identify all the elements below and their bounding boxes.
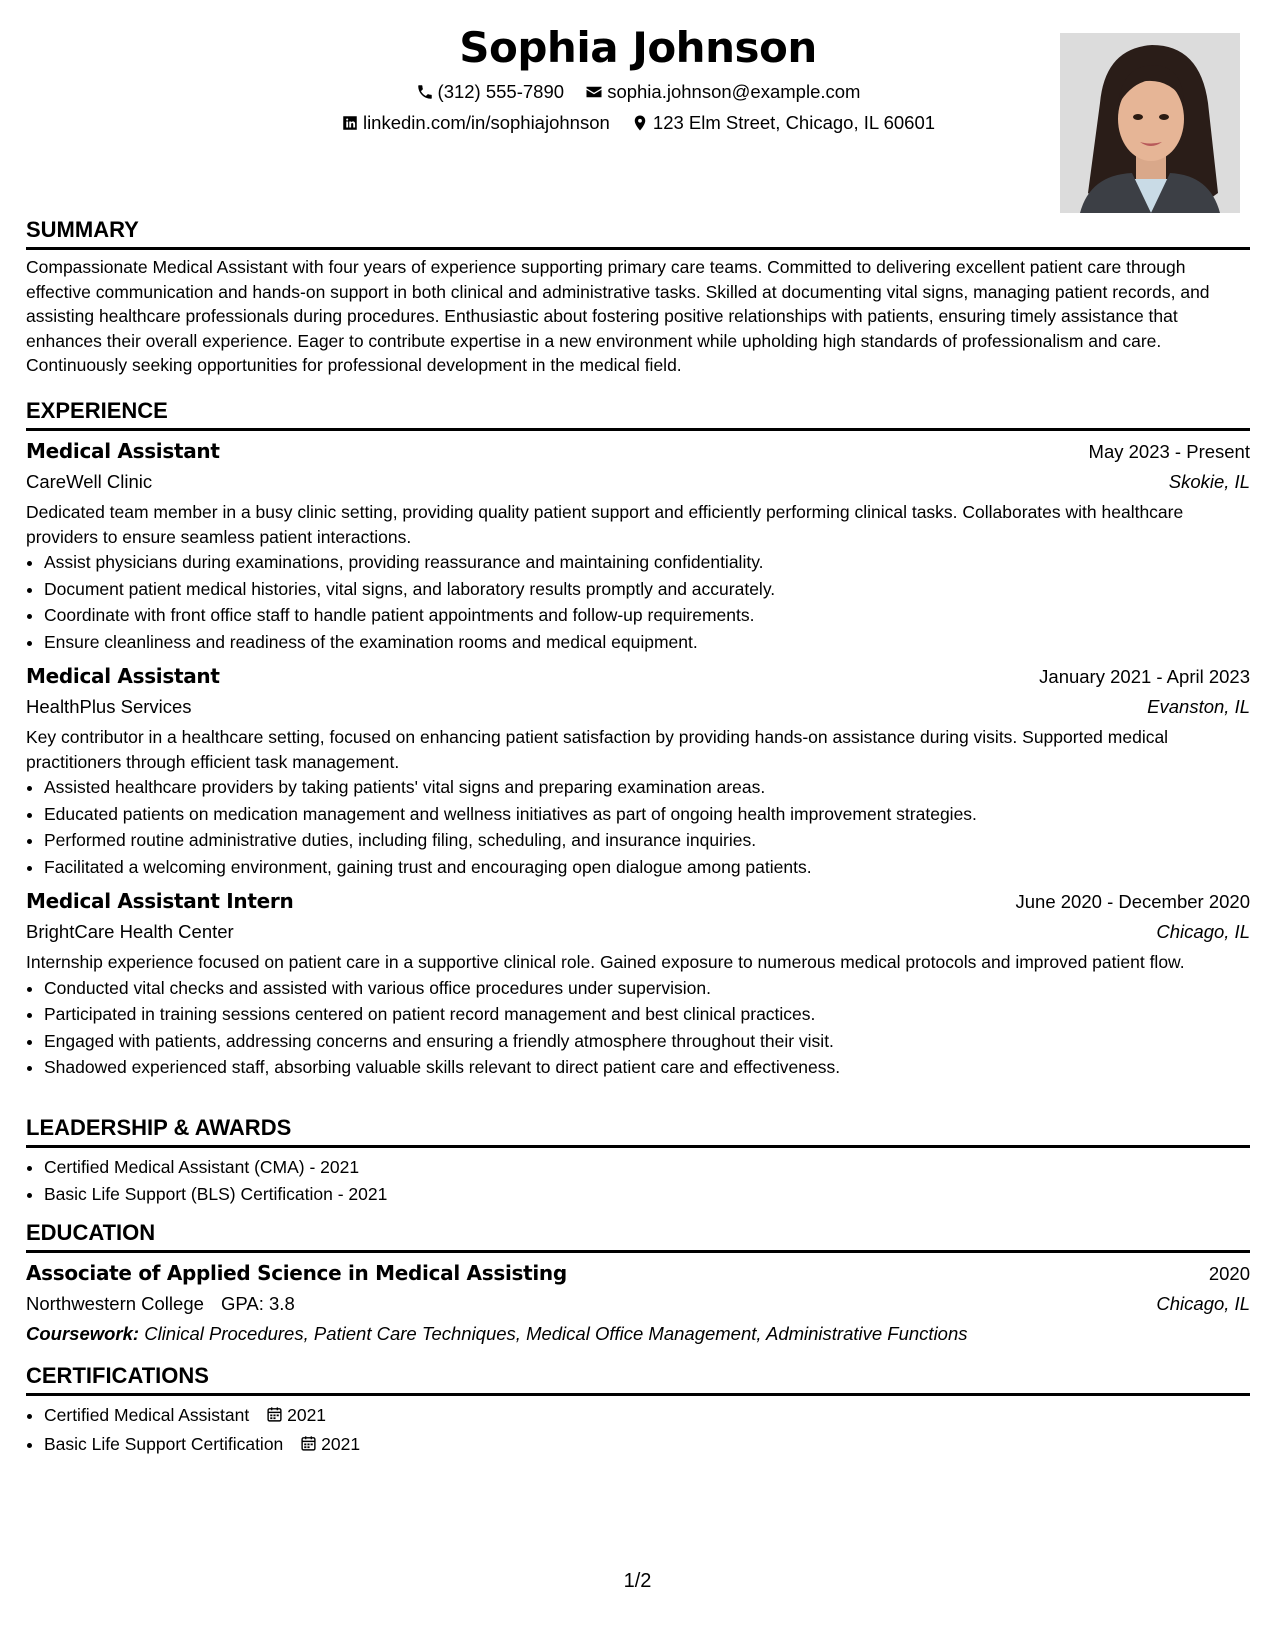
gpa: GPA: 3.8: [221, 1293, 295, 1314]
job-description: Dedicated team member in a busy clinic setting, providing quality patient support and efficiently performing clinical tasks. Collaborates with healthcare providers to ensure seamless patient interactions.: [26, 502, 1184, 547]
phone-text: (312) 555-7890: [437, 81, 565, 102]
list-item: • Performed routine administrative duties, including filing, scheduling, and insurance inquiries.: [44, 827, 1250, 854]
job-description: Key contributor in a healthcare setting, focused on enhancing patient satisfaction by providing hands-on assistance during visits. Supported medical practitioners through efficient task management.: [26, 727, 1169, 772]
job-header: [26, 886, 1250, 917]
graduation-year: 2020: [1208, 1263, 1250, 1284]
school-name: Northwestern College: [26, 1293, 204, 1314]
list-item: • Educated patients on medication management and wellness initiatives as part of ongoing health improvement strategies.: [44, 801, 1250, 828]
list-item: [44, 1431, 1250, 1460]
job-header: [26, 436, 1250, 467]
job-title: Medical Assistant Intern: [26, 889, 294, 913]
leadership-title: LEADERSHIP & AWARDS: [26, 1113, 1250, 1148]
job-header: [26, 661, 1250, 692]
resume-page: [26, 0, 1250, 1650]
school-info: [26, 1289, 295, 1319]
job-subheader: [26, 917, 1250, 947]
certification-year: 2021: [287, 1405, 327, 1425]
list-item: • Coordinate with front office staff to handle patient appointments and follow-up requirements.: [44, 602, 1250, 629]
list-item: • Basic Life Support (BLS) Certification - 2021: [44, 1181, 1250, 1208]
leadership-section: [26, 1113, 1250, 1207]
page-number: 1/2: [623, 1570, 652, 1592]
job-organization: BrightCare Health Center: [26, 921, 234, 942]
certifications-title: CERTIFICATIONS: [26, 1361, 1250, 1396]
certifications-section: [26, 1361, 1250, 1459]
job-dates: January 2021 - April 2023: [1039, 666, 1250, 687]
job-entry: [26, 661, 1250, 880]
coursework-row: [26, 1319, 1250, 1349]
list-item: • Shadowed experienced staff, absorbing valuable skills relevant to direct patient care and effectiveness.: [44, 1054, 1250, 1081]
address-text: 123 Elm Street, Chicago, IL 60601: [652, 112, 936, 133]
resume-header: [26, 0, 1250, 215]
calendar-icon: [300, 1433, 317, 1460]
map-marker-icon: [631, 114, 649, 132]
list-item: • Engaged with patients, addressing concerns and ensuring a friendly atmosphere throughout their visit.: [44, 1028, 1250, 1055]
job-organization: CareWell Clinic: [26, 471, 153, 492]
leadership-list: [26, 1154, 1250, 1207]
coursework-label: Coursework:: [26, 1323, 140, 1344]
contact-address: [631, 111, 935, 135]
calendar-icon: [266, 1404, 283, 1431]
candidate-name: Sophia Johnson: [459, 23, 817, 72]
phone-icon: [416, 83, 434, 101]
list-item: [44, 1402, 1250, 1431]
job-entry: [26, 886, 1250, 1081]
contact-phone: [416, 80, 565, 104]
coursework-text: Clinical Procedures, Patient Care Techniques, Medical Office Management, Administrative Functions: [144, 1323, 968, 1344]
job-subheader: [26, 692, 1250, 722]
certifications-list: [26, 1402, 1250, 1459]
job-bullets: [26, 774, 1250, 880]
job-description: Internship experience focused on patient care in a supportive clinical role. Gained exposure to numerous medical protocols and improved patient flow.: [26, 952, 1185, 972]
education-title: EDUCATION: [26, 1218, 1250, 1253]
job-dates: May 2023 - Present: [1088, 441, 1250, 462]
degree-header: [26, 1258, 1250, 1289]
list-item: • Participated in training sessions centered on patient record management and best clinical practices.: [44, 1001, 1250, 1028]
experience-section: [26, 396, 1250, 1081]
job-organization: HealthPlus Services: [26, 696, 192, 717]
list-item: • Assist physicians during examinations, providing reassurance and maintaining confidentiality.: [44, 549, 1250, 576]
linkedin-icon: [341, 114, 359, 132]
job-dates: June 2020 - December 2020: [1015, 891, 1250, 912]
linkedin-text[interactable]: linkedin.com/in/sophiajohnson: [362, 112, 610, 133]
email-text[interactable]: sophia.johnson@example.com: [607, 81, 861, 102]
profile-photo: [1060, 33, 1240, 213]
job-entry: [26, 436, 1250, 655]
summary-text: Compassionate Medical Assistant with four years of experience supporting primary care teams. Committed to delivering excellent patient care through effective communication and hands-on support in both clinical and administrative tasks. Skilled at documenting vital signs, managing patient records, and assisting healthcare professionals during procedures. Enthusiastic about fostering positive relationships with patients, ensuring timely assistance that enhances their overall experience. Eager to contribute expertise in a new environment while upholding high standards of professionalism and care. Continuously seeking opportunities for professional development in the medical field.: [26, 257, 1210, 375]
list-item: • Certified Medical Assistant (CMA) - 2021: [44, 1154, 1250, 1181]
certification-name: Basic Life Support Certification: [44, 1433, 284, 1454]
list-item: • Facilitated a welcoming environment, gaining trust and encouraging open dialogue among patients.: [44, 854, 1250, 881]
contact-linkedin[interactable]: [341, 111, 610, 135]
job-location: Skokie, IL: [1168, 471, 1250, 492]
degree-title: Associate of Applied Science in Medical Assisting: [26, 1261, 567, 1285]
summary-section: [26, 215, 1250, 378]
job-title: Medical Assistant: [26, 664, 220, 688]
job-location: Chicago, IL: [1156, 921, 1250, 942]
job-subheader: [26, 467, 1250, 497]
envelope-icon: [585, 83, 603, 101]
list-item: • Assisted healthcare providers by taking patients' vital signs and preparing examination areas.: [44, 774, 1250, 801]
school-location: Chicago, IL: [1156, 1293, 1250, 1314]
list-item: • Document patient medical histories, vital signs, and laboratory results promptly and accurately.: [44, 576, 1250, 603]
education-section: [26, 1218, 1250, 1349]
list-item: • Conducted vital checks and assisted with various office procedures under supervision.: [44, 975, 1250, 1002]
list-item: • Ensure cleanliness and readiness of the examination rooms and medical equipment.: [44, 629, 1250, 656]
summary-title: SUMMARY: [26, 215, 1250, 250]
job-title: Medical Assistant: [26, 439, 220, 463]
school-row: [26, 1289, 1250, 1319]
experience-title: EXPERIENCE: [26, 396, 1250, 431]
job-location: Evanston, IL: [1147, 696, 1250, 717]
job-bullets: [26, 975, 1250, 1081]
contact-email[interactable]: [585, 80, 860, 104]
certification-year: 2021: [321, 1433, 361, 1454]
certification-name: Certified Medical Assistant: [44, 1405, 250, 1425]
job-bullets: [26, 549, 1250, 655]
